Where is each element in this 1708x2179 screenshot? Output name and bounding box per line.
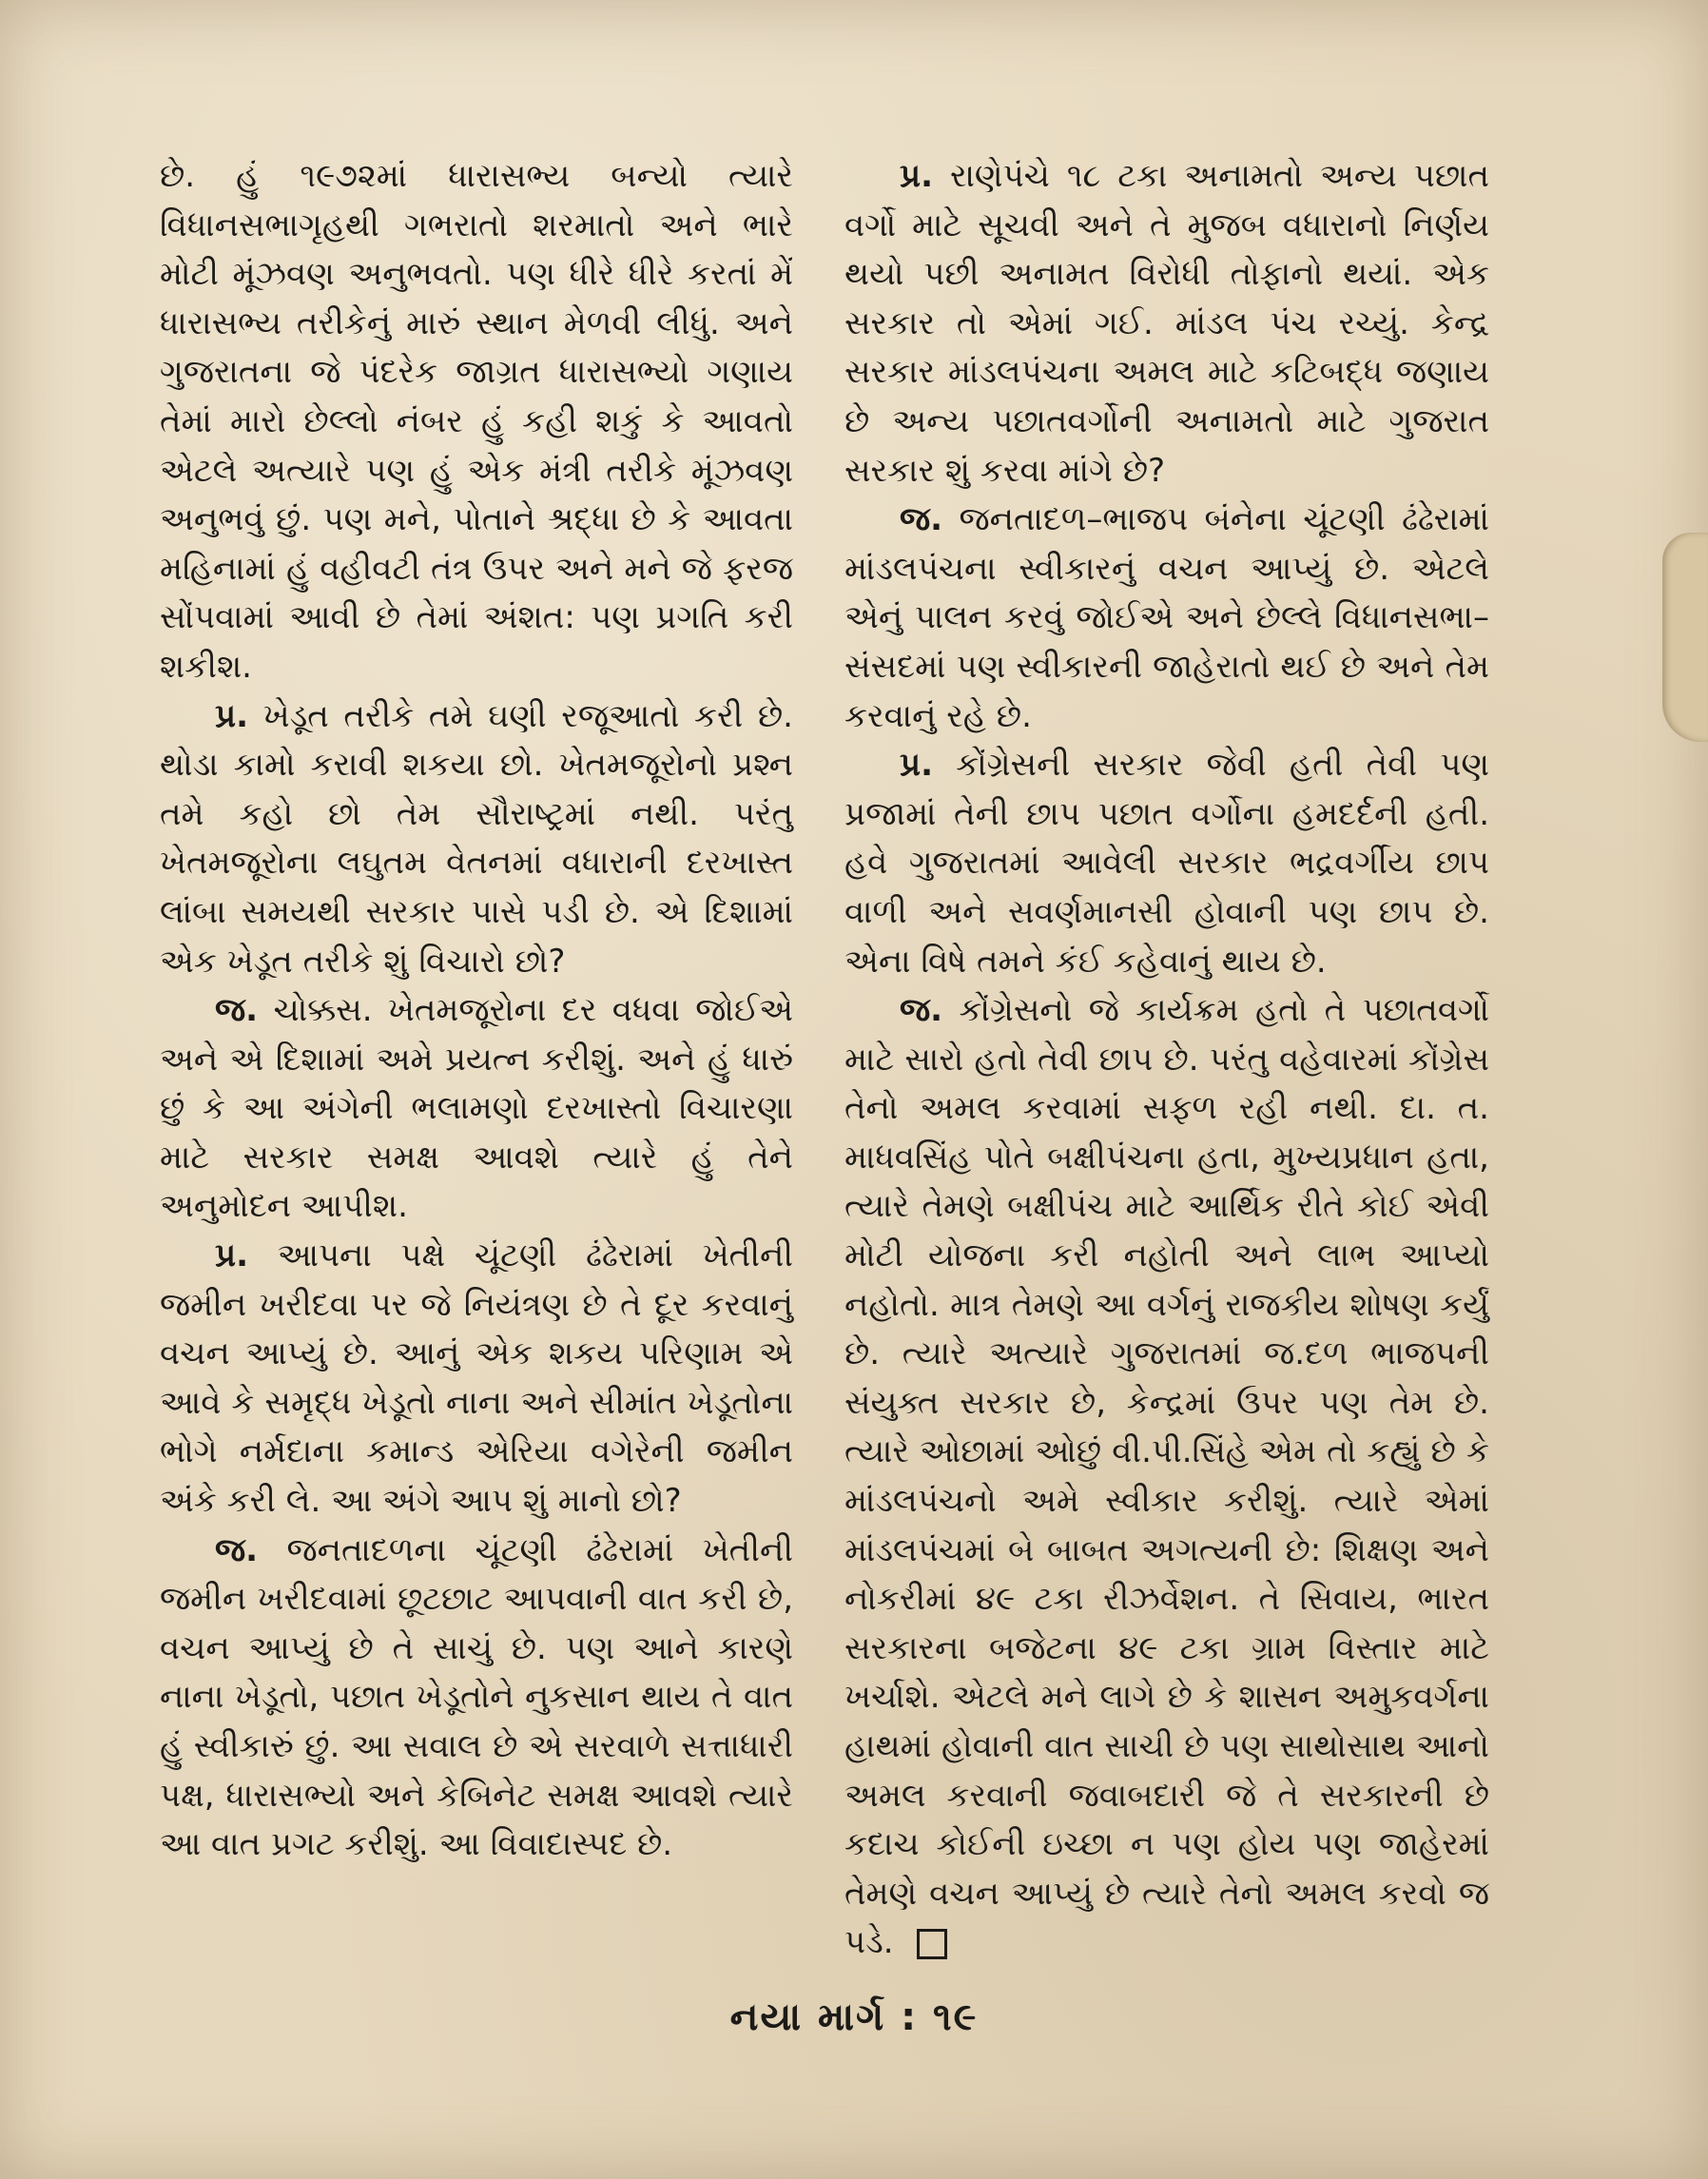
paragraph <box>844 741 1489 986</box>
question-label: પ્ર. <box>215 696 248 735</box>
paragraph <box>844 496 1489 741</box>
question-label: પ્ર. <box>215 1236 248 1275</box>
paragraph-text: ચોક્કસ. ખેતમજૂરોના દર વધવા જોઈએ અને એ દિશામાં અમે પ્રયત્ન કરીશું. અને હું ધારું છું કે આ અંગેની ભલામણો દરખાસ્તો વિચારણા માટે સરકાર સમક્ષ આવશે ત્યારે હું તેને અનુમોદન આપીશ. <box>160 991 794 1226</box>
paragraph-text: આપના પક્ષે ચૂંટણી ઢંઢેરામાં ખેતીની જમીન ખરીદવા પર જે નિયંત્રણ છે તે દૂર કરવાનું વચન આપ્યું છે. આનું એક શકય પરિણામ એ આવે કે સમૃદ્ધ ખેડૂતો નાના અને સીમાંત ખેડૂતોના ભોગે નર્મદાના કમાન્ડ એરિયા વગેરેની જમીન અંકે કરી લે. આ અંગે આપ શું માનો છો? <box>160 1236 794 1521</box>
left-column <box>160 152 793 1870</box>
page-tear <box>1662 533 1708 742</box>
page-folio: નયા માર્ગ : ૧૯ <box>729 1995 979 2039</box>
paragraph-text: છે. હું ૧૯૭૨માં ધારાસભ્ય બન્યો ત્યારે વિધાનસભાગૃહથી ગભરાતો શરમાતો અને ભારે મોટી મૂંઝવણ અનુભવતો. પણ ધીરે ધીરે કરતાં મેં ધારાસભ્ય તરીકેનું મારું સ્થાન મેળવી લીધું. અને ગુજરાતના જે પંદરેક જાગ્રત ધારાસભ્યો ગણાય તેમાં મારો છેલ્લો નંબર હું કહી શકું કે આવતો એટલે અત્યારે પણ હું એક મંત્રી તરીકે મૂંઝવણ અનુભવું છું. પણ મને, પોતાને શ્રદ્ધા છે કે આવતા મહિનામાં હું વહીવટી તંત્ર ઉપર અને મને જે ફરજ સોંપવામાં આવી છે તેમાં અંશત: પણ પ્રગતિ કરી શકીશ. <box>160 157 793 686</box>
paragraph-text: કોંગ્રેસની સરકાર જેવી હતી તેવી પણ પ્રજામાં તેની છાપ પછાત વર્ગોના હમદર્દની હતી. હવે ગુજરાતમાં આવેલી સરકાર ભદ્રવર્ગીય છાપ વાળી અને સવર્ણમાનસી હોવાની પણ છાપ છે. એના વિષે તમને કંઈ કહેવાનું થાય છે. <box>844 746 1489 981</box>
paragraph <box>160 1527 793 1870</box>
paragraph-text: રાણેપંચે ૧૮ ટકા અનામતો અન્ય પછાત વર્ગો માટે સૂચવી અને તે મુજબ વધારાનો નિર્ણય થયો પછી અનામત વિરોધી તોફાનો થયાં. એક સરકાર તો એમાં ગઈ. માંડલ પંચ રચ્યું. કેન્દ્ર સરકાર માંડલપંચના અમલ માટે કટિબદ્ધ જણાય છે અન્ય પછાતવર્ગોની અનામતો માટે ગુજરાત સરકાર શું કરવા માંગે છે? <box>844 157 1489 490</box>
end-of-article-box-icon <box>917 1929 947 1959</box>
paragraph <box>160 1232 793 1527</box>
answer-label: જ. <box>215 1530 259 1569</box>
question-label: પ્ર. <box>900 157 933 195</box>
question-label: પ્ર. <box>900 746 933 785</box>
paragraph-text: કોંગ્રેસનો જે કાર્યક્રમ હતો તે પછાતવર્ગો માટે સારો હતો તેવી છાપ છે. પરંતુ વહેવારમાં કોંગ્રેસ તેનો અમલ કરવામાં સફળ રહી નથી. દા. ત. માધવસિંહ પોતે બક્ષીપંચના હતા, મુખ્યપ્રધાન હતા, ત્યારે તેમણે બક્ષીપંચ માટે આર્થિક રીતે કોઈ એવી મોટી યોજના કરી નહોતી અને લાભ આપ્યો નહોતો. માત્ર તેમણે આ વર્ગનું રાજકીય શોષણ કર્યું છે. ત્યારે અત્યારે ગુજરાતમાં જ.દળ ભાજપની સંયુક્ત સરકાર છે, કેન્દ્રમાં ઉપર પણ તેમ છે. ત્યારે ઓછામાં ઓછું વી.પી.સિંહે એમ તો કહ્યું છે કે માંડલપંચનો અમે સ્વીકાર કરીશું. ત્યારે એમાં માંડલપંચમાં બે બાબત અગત્યની છે: શિક્ષણ અને નોકરીમાં ૪૯ ટકા રીઝર્વેશન. તે સિવાય, ભારત સરકારના બજેટના ૪૯ ટકા ગ્રામ વિસ્તાર માટે ખર્ચાશે. એટલે મને લાગે છે કે શાસન અમુકવર્ગના હાથમાં હોવાની વાત સાચી છે પણ સાથોસાથ આનો અમલ કરવાની જવાબદારી જે તે સરકારની છે કદાચ કોઈની ઇચ્છા ન પણ હોય પણ જાહેરમાં તેમણે વચન આપ્યું છે ત્યારે તેનો અમલ કરવો જ પડે. <box>844 991 1490 1962</box>
paragraph <box>844 986 1489 1968</box>
answer-label: જ. <box>900 500 943 539</box>
paragraph <box>844 152 1489 496</box>
right-column <box>844 152 1489 1968</box>
paragraph <box>160 986 793 1232</box>
paragraph <box>160 152 793 692</box>
answer-label: જ. <box>900 991 943 1030</box>
paragraph <box>160 692 793 987</box>
paragraph-text: જનતાદળ–ભાજપ બંનેના ચૂંટણી ઢંઢેરામાં માંડલપંચના સ્વીકારનું વચન આપ્યું છે. એટલે એનું પાલન કરવું જોઈએ અને છેલ્લે વિધાનસભા–સંસદમાં પણ સ્વીકારની જાહેરાતો થઈ છે અને તેમ કરવાનું રહે છે. <box>844 500 1489 735</box>
paragraph-text: જનતાદળના ચૂંટણી ઢંઢેરામાં ખેતીની જમીન ખરીદવામાં છૂટછાટ આપવાની વાત કરી છે, વચન આપ્યું છે તે સાચું છે. પણ આને કારણે નાના ખેડૂતો, પછાત ખેડૂતોને નુકસાન થાય તે વાત હું સ્વીકારું છું. આ સવાલ છે એ સરવાળે સત્તાધારી પક્ષ, ધારાસભ્યો અને કેબિનેટ સમક્ષ આવશે ત્યારે આ વાત પ્રગટ કરીશું. આ વિવાદાસ્પદ છે. <box>160 1530 793 1864</box>
answer-label: જ. <box>215 991 259 1030</box>
paragraph-text: ખેડૂત તરીકે તમે ઘણી રજૂઆતો કરી છે. થોડા કામો કરાવી શકયા છો. ખેતમજૂરોનો પ્રશ્ન તમે કહો છો તેમ સૌરાષ્ટ્રમાં નથી. પરંતુ ખેતમજૂરોના લઘુતમ વેતનમાં વધારાની દરખાસ્ત લાંબા સમયથી સરકાર પાસે પડી છે. એ દિશામાં એક ખેડૂત તરીકે શું વિચારો છો? <box>160 696 793 981</box>
